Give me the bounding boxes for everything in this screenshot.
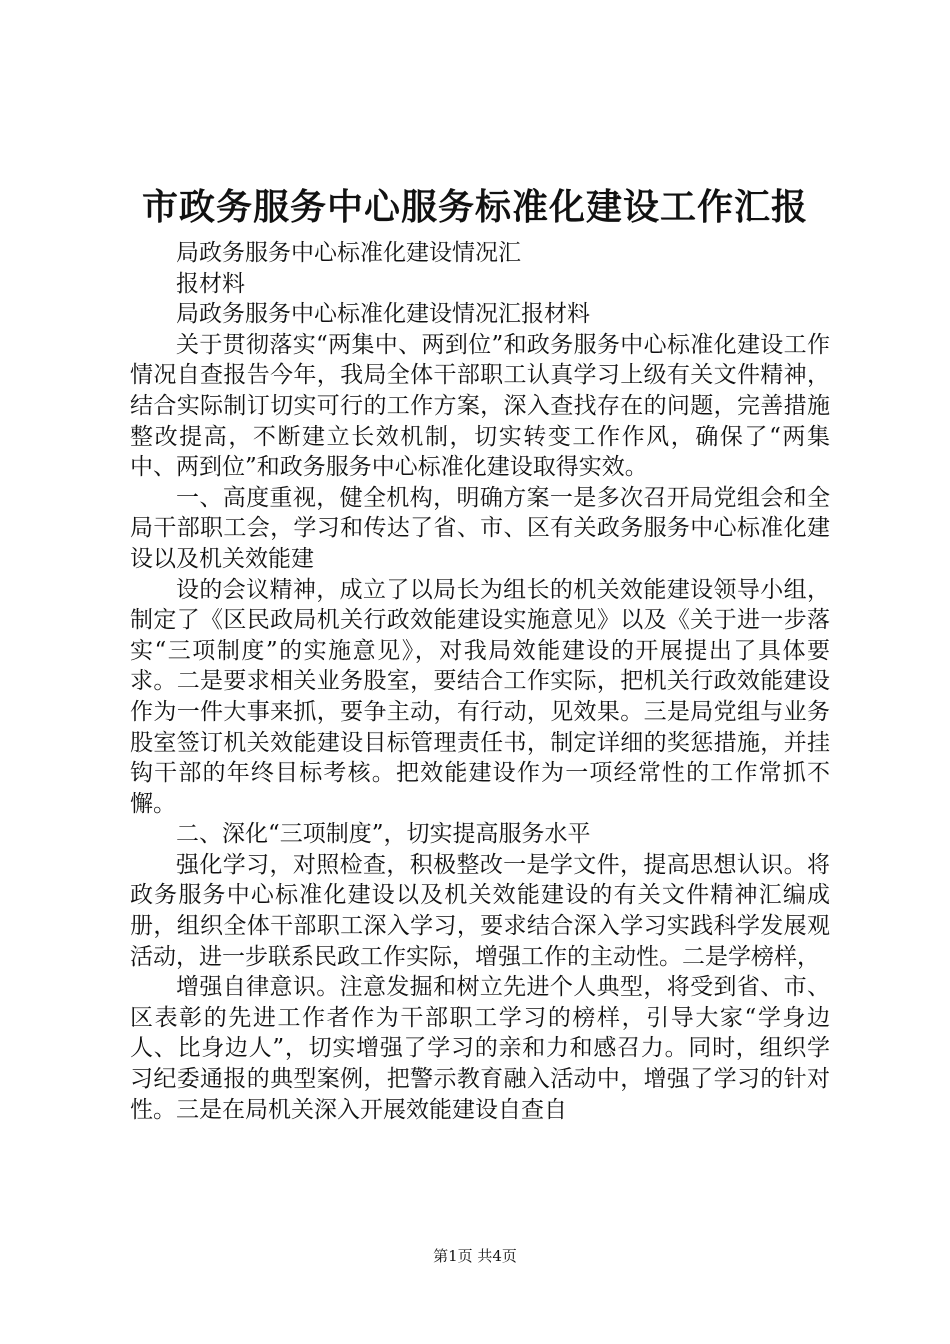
document-body [130, 238, 830, 1125]
document-title: 市政务服务中心服务标准化建设工作汇报 [141, 186, 808, 228]
page-number-footer: 第1页 共4页 [433, 1247, 517, 1265]
paragraph: 报材料 [176, 270, 245, 297]
paragraph: 二、深化“三项制度”，切实提高服务水平 [176, 821, 591, 848]
paragraph: 一、高度重视，健全机构，明确方案一是多次召开局党组会和全局干部职工会，学习和传达了省、市、区有关政务服务中心标准化建设以及机关效能建 [130, 484, 830, 572]
paragraph: 设的会议精神，成立了以局长为组长的机关效能建设领导小组，制定了《区民政局机关行政效能建设实施意见》以及《关于进一步落实“三项制度”的实施意见》，对我局效能建设的开展提出了具体要求。二是要求相关业务股室，要结合工作实际，把机关行政效能建设作为一件大事来抓，要争主动，有行动，见效果。三是局党组与业务股室签订机关效能建设目标管理责任书，制定详细的奖惩措施，并挂钩干部的年终目标考核。把效能建设作为一项经常性的工作常抓不懈。 [130, 576, 830, 817]
paragraph: 局政务服务中心标准化建设情况汇报材料 [176, 301, 590, 328]
paragraph: 增强自律意识。注意发掘和树立先进个人典型，将受到省、市、区表彰的先进工作者作为干部职工学习的榜样，引导大家“学身边人、比身边人”，切实增强了学习的亲和力和感召力。同时，组织学习纪委通报的典型案例，把警示教育融入活动中，增强了学习的针对性。三是在局机关深入开展效能建设自查自 [130, 974, 830, 1123]
paragraph: 局政务服务中心标准化建设情况汇 [176, 240, 521, 266]
paragraph: 强化学习，对照检查，积极整改一是学文件，提高思想认识。将政务服务中心标准化建设以及机关效能建设的有关文件精神汇编成册，组织全体干部职工深入学习，要求结合深入学习实践科学发展观活动，进一步联系民政工作实际，增强工作的主动性。二是学榜样， [130, 851, 830, 970]
paragraph: 关于贯彻落实“两集中、两到位”和政务服务中心标准化建设工作情况自查报告今年，我局全体干部职工认真学习上级有关文件精神，结合实际制订切实可行的工作方案，深入查找存在的问题，完善措施整改提高，不断建立长效机制，切实转变工作作风，确保了“两集中、两到位”和政务服务中心标准化建设取得实效。 [130, 331, 830, 481]
